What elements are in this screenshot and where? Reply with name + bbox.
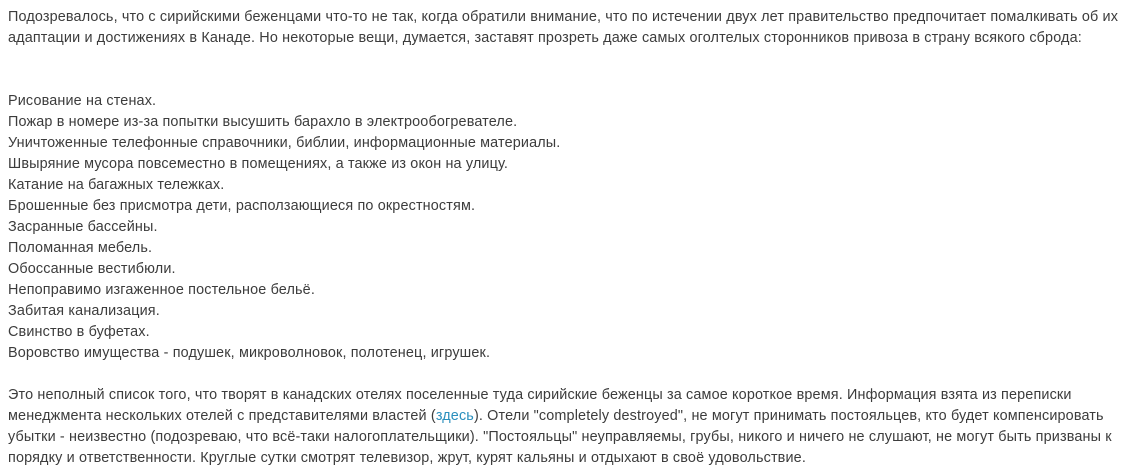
- list-item: Уничтоженные телефонные справочники, библии, информационные материалы.: [8, 135, 561, 151]
- list-item: Пожар в номере из-за попытки высушить барахло в электрообогревателе.: [8, 114, 518, 130]
- list-item: Поломанная мебель.: [8, 240, 153, 256]
- list-item: Брошенные без присмотра дети, расползающиеся по окрестностям.: [8, 198, 476, 214]
- outro-text-before-link: Это неполный список того, что творят в канадских отелях поселенные туда сирийские беженцы за самое короткое время. Информация взята из переписки менеджмента нескольких отелей с представителями властей (: [8, 387, 1072, 424]
- intro-paragraph: Подозревалось, что с сирийскими беженцами что-то не так, когда обратили внимание, что по истечении двух лет правительство предпочитает помалкивать об их адаптации и достижениях в Канаде. Но некоторые вещи, думается, заставят прозреть даже самых оголтелых сторонников привоза в страну всякого сброда:: [8, 9, 1119, 46]
- list-item: Швыряние мусора повсеместно в помещениях, а также из окон на улицу.: [8, 156, 509, 172]
- outro-paragraph: [8, 385, 1132, 469]
- list-item: Рисование на стенах.: [8, 93, 157, 109]
- incident-list: [8, 91, 1132, 364]
- list-item: Засранные бассейны.: [8, 219, 158, 235]
- list-item: Воровство имущества - подушек, микроволновок, полотенец, игрушек.: [8, 345, 491, 361]
- list-item: Свинство в буфетах.: [8, 324, 150, 340]
- list-item: Катание на багажных тележках.: [8, 177, 225, 193]
- post-body: [8, 7, 1132, 469]
- list-item: Забитая канализация.: [8, 303, 160, 319]
- list-item: Обоссанные вестибюли.: [8, 261, 176, 277]
- spacer: [8, 364, 1132, 385]
- spacer: [8, 49, 1132, 91]
- list-item: Непоправимо изгаженное постельное бельё.: [8, 282, 315, 298]
- source-link[interactable]: здесь: [435, 408, 474, 424]
- outro-text-after-link: ). Отели "completely destroyed", не могут принимать постояльцев, кто будет компенсировать убытки - неизвестно (подозреваю, что всё-таки налогоплательщики). "Постояльцы" неуправляемы, грубы, никого и ничего не слушают, не могут быть призваны к порядку и ответственности. Круглые сутки смотрят телевизор, жрут, курят кальяны и отдыхают в своё удовольствие.: [8, 408, 1112, 466]
